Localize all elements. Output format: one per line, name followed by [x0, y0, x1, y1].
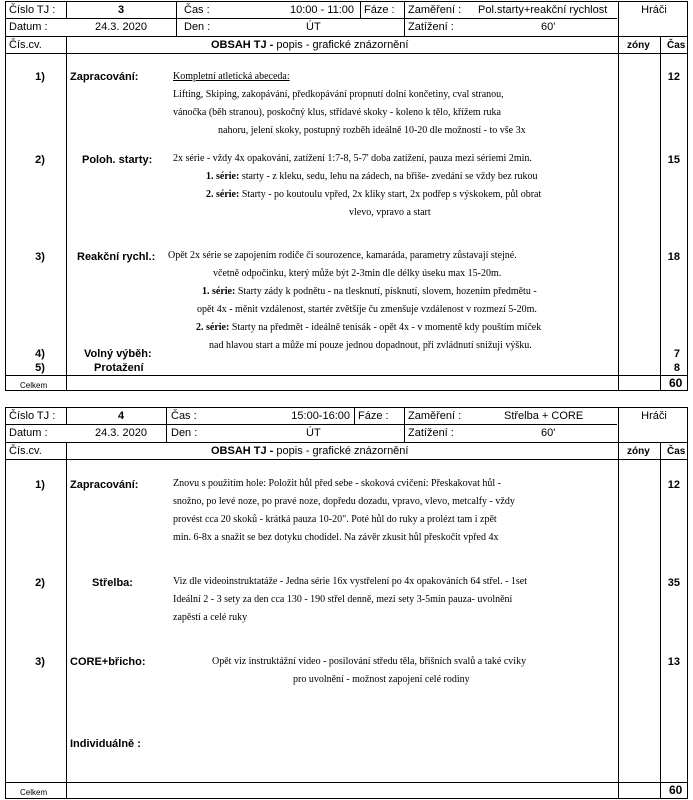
celkem-label: Celkem — [20, 381, 48, 390]
ciscv-label: Čís.cv. — [9, 445, 42, 457]
hraci-label: Hráči — [641, 4, 667, 16]
hraci-label: Hráči — [641, 410, 667, 422]
description-line: Kompletní atletická abeceda: — [173, 71, 290, 82]
cas-col-label: Čas — [667, 446, 686, 457]
description-line: 1. série: Starty zády k podnětu - na tlesknutí, písknutí, slovem, hozením předmětu - — [202, 286, 537, 297]
description-line: snožno, po levé noze, po pravé noze, dopředu dozadu, vpravo, vlevo, metcalfy - vždy — [173, 496, 515, 507]
exercise-label: Poloh. starty: — [82, 154, 153, 166]
zamereni-label: Zaměření : — [408, 410, 462, 422]
exercise-number: 2) — [35, 577, 45, 589]
description-line: nahoru, jelení skoky, postupný rozběh ideálně 10-20 dle možností - to vše 3x — [218, 125, 526, 136]
exercise-time: 35 — [667, 577, 680, 589]
exercise-label: Volný výběh: — [84, 348, 152, 360]
exercise-label: CORE+břicho: — [70, 656, 146, 668]
description-line: opět 4x - měnit vzdálenost, startér zvětšíje ču zmenšuje vzdálenost v rozmezí 5-20m. — [197, 304, 537, 315]
description-line: 1. série: starty - z kleku, sedu, lehu na zádech, na břiše- zvedání se vždy bez rukou — [206, 171, 538, 182]
description-line: min. 6-8x a snažit se bez dotyku chodidel. Na závěr zkusit hůl přeskočit vpřed 4x — [173, 532, 499, 543]
individual-label: Individuálně : — [70, 738, 141, 750]
zony-label: zóny — [627, 40, 650, 51]
zamereni-label: Zaměření : — [408, 4, 462, 16]
description-line: 2. série: Starty - po koutoulu vpřed, 2x kliky start, 2x podřep s výskokem, půl obrat — [206, 189, 542, 200]
datum-value: 24.3. 2020 — [95, 427, 147, 439]
cislo-label: Číslo TJ : — [9, 4, 56, 16]
description-line: 2. série: Starty na předmět - ideálně tenisák - opět 4x - v momentě kdy pouštím míček — [196, 322, 542, 333]
training-sheet-2 — [5, 407, 688, 799]
exercise-number: 3) — [35, 251, 45, 263]
exercise-number: 1) — [35, 479, 45, 491]
exercise-time: 7 — [673, 348, 680, 360]
description-line: včetně odpočinku, který může být 2-3min dle délky úseku max 15-20m. — [213, 268, 502, 279]
description-line: Opět 2x série se zapojením rodiče či sourozence, kamaráda, parametry zůstavají stejné. — [168, 250, 517, 261]
description-line: Ideální 2 - 3 sety za den cca 130 - 190 střel denně, mezi sety 3-5min pauza- uvolnění — [173, 594, 513, 605]
description-line: vánočka (běh stranou), poskočný klus, střídavé skoky - koleno k tělo, křížem ruka — [173, 107, 501, 118]
exercise-label: Střelba: — [92, 577, 133, 589]
celkem-value: 60 — [669, 783, 683, 797]
exercise-label: Zapracování: — [70, 479, 139, 491]
cas-label: Čas : — [171, 410, 197, 422]
den-label: Den : — [184, 21, 211, 33]
exercise-number: 1) — [35, 71, 45, 83]
exercise-number: 2) — [35, 154, 45, 166]
faze-label: Fáze : — [358, 410, 389, 422]
faze-label: Fáze : — [364, 4, 395, 16]
datum-value: 24.3. 2020 — [95, 21, 147, 33]
cas-label: Čas : — [184, 4, 210, 16]
description-line: pro uvolnění - možnost zapojení celé rodiny — [293, 674, 470, 685]
description-line: Viz dle videoinstruktatáže - Jedna série 16x vystřelení po 4x opakováních 64 střel. - 1set — [173, 576, 528, 587]
training-sheet-1 — [5, 1, 688, 391]
exercise-time: 12 — [667, 71, 680, 83]
zatizeni-label: Zatížení : — [408, 21, 454, 33]
exercise-time: 13 — [667, 656, 680, 668]
exercise-number: 3) — [35, 656, 45, 668]
exercise-time: 15 — [667, 154, 680, 166]
den-label: Den : — [171, 427, 198, 439]
description-line: 2x série - vždy 4x opakování, zatížení 1:7-8, 5-7' doba zatížení, pauza mezi sériemi 2min. — [173, 153, 532, 164]
den-value: ÚT — [306, 21, 321, 33]
zatizeni-value: 60' — [541, 427, 556, 439]
zatizeni-value: 60' — [541, 21, 556, 33]
exercise-time: 12 — [667, 479, 680, 491]
exercise-label: Reakční rychl.: — [77, 251, 156, 263]
cas-value: 10:00 - 11:00 — [289, 4, 354, 16]
den-value: ÚT — [306, 427, 321, 439]
description-line: nad hlavou start a může mi pouze jednou dopadnout, při zvládnutí snižuji výšku. — [209, 340, 532, 351]
description-line: Lifting, Skiping, zakopávání, předkopávání propnutí dolní končetiny, cval stranou, — [173, 89, 504, 100]
zamereni-value: Střelba + CORE — [504, 410, 584, 422]
zatizeni-label: Zatížení : — [408, 427, 454, 439]
cislo-value: 4 — [117, 410, 125, 422]
datum-label: Datum : — [9, 21, 48, 33]
exercise-number: 5) — [35, 362, 45, 374]
celkem-value: 60 — [669, 376, 683, 390]
exercise-label: Protažení — [94, 362, 144, 374]
description-line: provést cca 20 skoků - krátká pauza 10-20". Poté hůl do ruky a prolézt tam i zpět — [173, 514, 497, 525]
cislo-value: 3 — [117, 4, 125, 16]
zamereni-value: Pol.starty+reakční rychlost — [478, 4, 608, 16]
exercise-label: Zapracování: — [70, 71, 139, 83]
cas-col-label: Čas — [667, 40, 686, 51]
zony-label: zóny — [627, 446, 650, 457]
exercise-time: 18 — [667, 251, 680, 263]
ciscv-label: Čís.cv. — [9, 39, 42, 51]
cas-value: 15:00-16:00 — [291, 410, 350, 422]
exercise-number: 4) — [35, 348, 45, 360]
description-line: zapěstí a celé ruky — [173, 612, 248, 623]
description-line: Opět viz instruktážní video - posilování středu těla, břišních svalů a také cviky — [212, 656, 527, 667]
obsah-title: OBSAH TJ - popis - grafické znázornění — [211, 39, 409, 51]
exercise-time: 8 — [673, 362, 680, 374]
datum-label: Datum : — [9, 427, 48, 439]
description-line: vlevo, vpravo a start — [349, 207, 431, 218]
obsah-title: OBSAH TJ - popis - grafické znázornění — [211, 445, 409, 457]
description-line: Znovu s použitím hole: Položit hůl před sebe - skoková cvičení: Přeskakovat hůl - — [173, 478, 501, 489]
cislo-label: Číslo TJ : — [9, 410, 56, 422]
celkem-label: Celkem — [20, 788, 48, 797]
